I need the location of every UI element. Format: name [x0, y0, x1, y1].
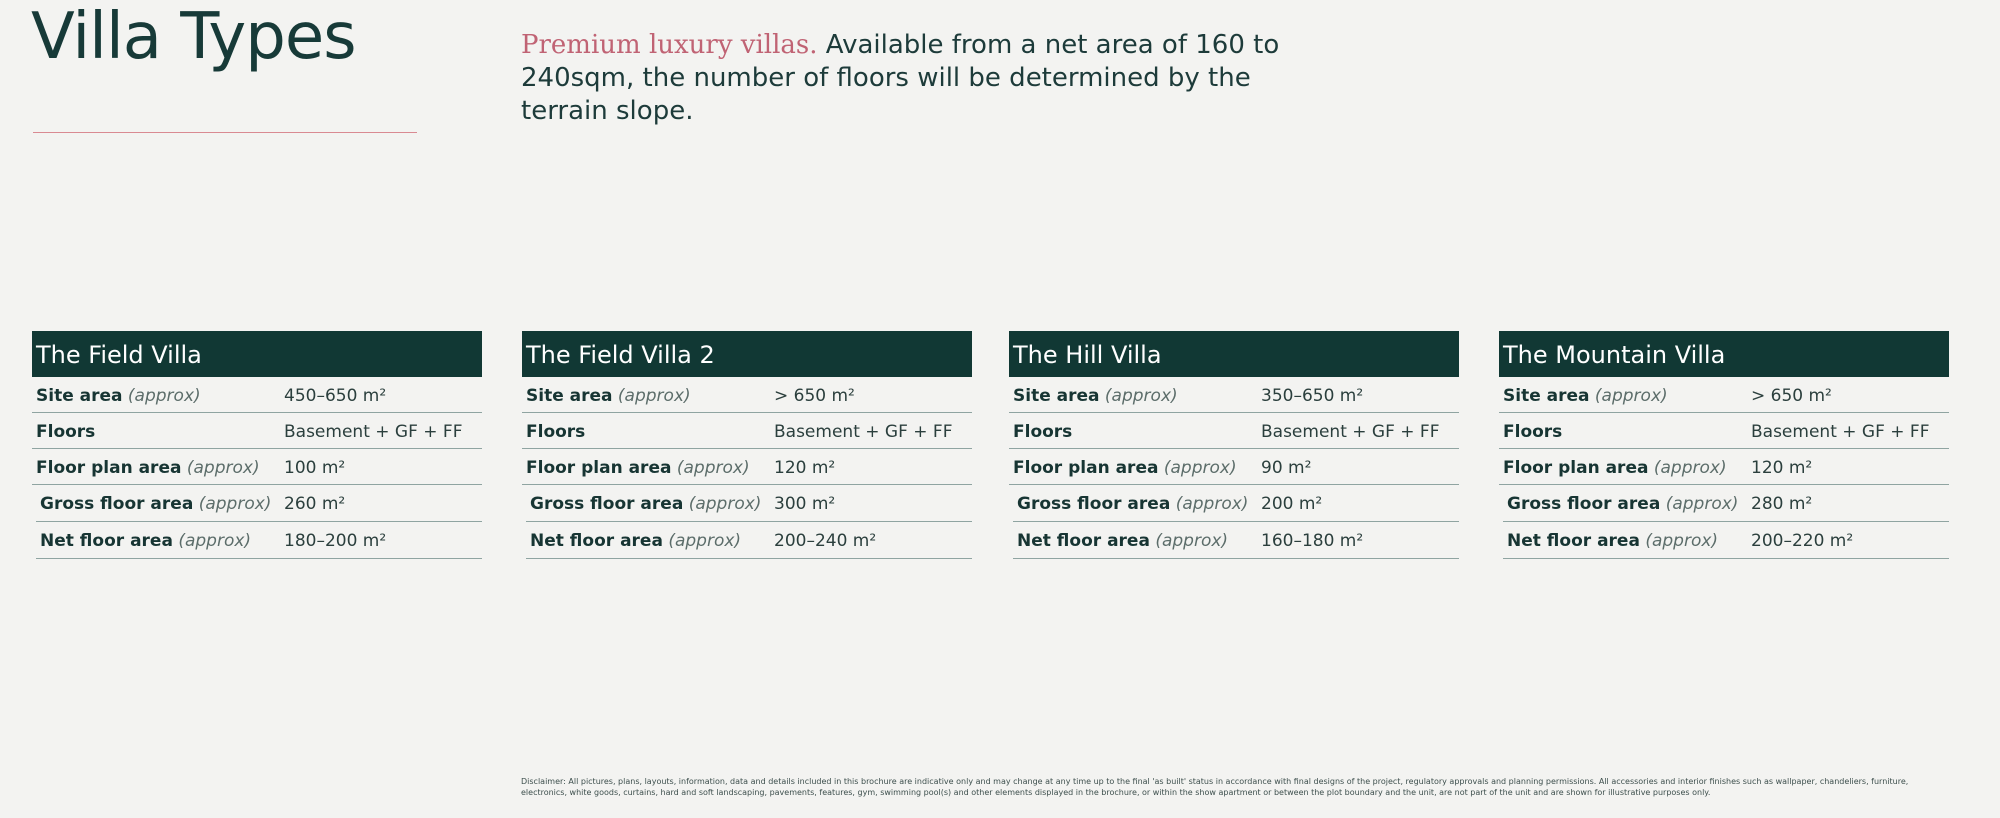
site-area-label: Site area (approx) — [1013, 386, 1178, 406]
floors-row — [522, 413, 972, 449]
site-area-row — [32, 377, 482, 413]
net-floor-area-value: 160–180 m² — [1261, 531, 1364, 551]
site-area-row — [1499, 377, 1949, 413]
villa-name: The Field Villa 2 — [522, 331, 972, 377]
gross-floor-area-label: Gross floor area (approx) — [1507, 494, 1739, 514]
net-floor-area-label: Net floor area (approx) — [1507, 531, 1719, 551]
site-area-label: Site area (approx) — [1503, 386, 1668, 406]
site-area-value: 350–650 m² — [1261, 386, 1364, 406]
villa-table-mountain-villa — [1499, 331, 1949, 559]
gross-floor-area-value: 280 m² — [1751, 494, 1813, 514]
gross-floor-area-row — [1013, 485, 1459, 522]
intro-paragraph — [521, 29, 1281, 128]
floors-row — [32, 413, 482, 449]
floor-plan-area-label: Floor plan area (approx) — [526, 458, 750, 478]
disclaimer: Disclaimer: All pictures, plans, layouts, information, data and details included in this brochure are indicative only and may change at any time up to the final 'as built' status in accordance with final designs of the project, regulatory approvals and planning permissions. All accessories and interior finishes such as wallpaper, chandeliers, furniture, electronics, white goods, curtains, hard and soft landscaping, pavements, features, gym, swimming pool(s) and other elements displayed in the brochure, or within the show apartment or between the plot boundary and the unit, are not part of the unit and are shown for illustrative purposes only. — [521, 777, 1909, 797]
intro-accent: Premium luxury villas. — [521, 30, 818, 60]
gross-floor-area-label: Gross floor area (approx) — [1017, 494, 1249, 514]
site-area-row — [522, 377, 972, 413]
gross-floor-area-row — [1503, 485, 1949, 522]
gross-floor-area-value: 300 m² — [774, 494, 836, 514]
gross-floor-area-row — [36, 485, 482, 522]
net-floor-area-row — [36, 522, 482, 559]
floors-row — [1009, 413, 1459, 449]
villa-table-field-villa-2 — [522, 331, 972, 559]
net-floor-area-row — [526, 522, 972, 559]
floors-label: Floors — [36, 422, 96, 442]
floor-plan-area-value: 90 m² — [1261, 458, 1312, 478]
title-underline — [33, 132, 417, 133]
net-floor-area-value: 200–220 m² — [1751, 531, 1854, 551]
gross-floor-area-label: Gross floor area (approx) — [530, 494, 762, 514]
villa-name: The Mountain Villa — [1499, 331, 1949, 377]
site-area-value: > 650 m² — [774, 386, 855, 406]
villa-table-field-villa — [32, 331, 482, 559]
floor-plan-area-value: 120 m² — [1751, 458, 1813, 478]
net-floor-area-value: 180–200 m² — [284, 531, 387, 551]
floor-plan-area-row — [32, 449, 482, 485]
site-area-label: Site area (approx) — [526, 386, 691, 406]
site-area-row — [1009, 377, 1459, 413]
net-floor-area-label: Net floor area (approx) — [530, 531, 742, 551]
floor-plan-area-label: Floor plan area (approx) — [1013, 458, 1237, 478]
floors-label: Floors — [526, 422, 586, 442]
gross-floor-area-row — [526, 485, 972, 522]
floors-value: Basement + GF + FF — [774, 422, 953, 442]
floor-plan-area-row — [1499, 449, 1949, 485]
floor-plan-area-label: Floor plan area (approx) — [1503, 458, 1727, 478]
site-area-label: Site area (approx) — [36, 386, 201, 406]
floors-value: Basement + GF + FF — [1751, 422, 1930, 442]
site-area-value: 450–650 m² — [284, 386, 387, 406]
gross-floor-area-value: 200 m² — [1261, 494, 1323, 514]
villa-name: The Hill Villa — [1009, 331, 1459, 377]
page-title: Villa Types — [31, 0, 356, 74]
net-floor-area-row — [1503, 522, 1949, 559]
gross-floor-area-value: 260 m² — [284, 494, 346, 514]
floor-plan-area-value: 100 m² — [284, 458, 346, 478]
floors-value: Basement + GF + FF — [284, 422, 463, 442]
intro-text: Available from a net area of 160 to 240sqm, the number of floors will be determined by the terrain slope. — [521, 30, 1280, 126]
floor-plan-area-value: 120 m² — [774, 458, 836, 478]
floors-value: Basement + GF + FF — [1261, 422, 1440, 442]
net-floor-area-label: Net floor area (approx) — [40, 531, 252, 551]
gross-floor-area-label: Gross floor area (approx) — [40, 494, 272, 514]
net-floor-area-row — [1013, 522, 1459, 559]
floor-plan-area-label: Floor plan area (approx) — [36, 458, 260, 478]
floors-row — [1499, 413, 1949, 449]
floor-plan-area-row — [522, 449, 972, 485]
site-area-value: > 650 m² — [1751, 386, 1832, 406]
net-floor-area-value: 200–240 m² — [774, 531, 877, 551]
villa-table-hill-villa — [1009, 331, 1459, 559]
floor-plan-area-row — [1009, 449, 1459, 485]
floors-label: Floors — [1503, 422, 1563, 442]
villa-name: The Field Villa — [32, 331, 482, 377]
net-floor-area-label: Net floor area (approx) — [1017, 531, 1229, 551]
floors-label: Floors — [1013, 422, 1073, 442]
